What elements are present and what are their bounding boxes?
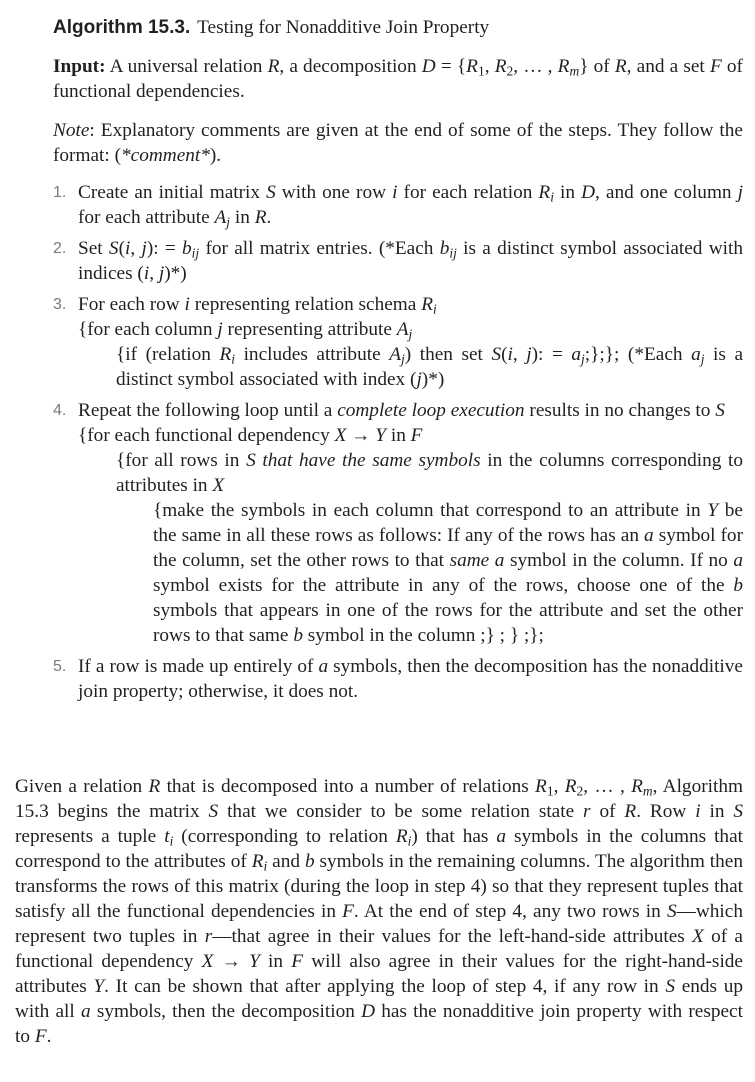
step [53,292,743,392]
step-line: For each row i representing relation schema $R_i$ [78,294,437,317]
step-number: 1. [53,184,67,201]
step-line: {for all rows in S that have the same symbols in the columns corresponding to attributes in X [116,450,743,496]
step-line: {for each functional dependency X → Y in F [78,425,423,446]
input-label: Input: [53,56,106,77]
step-number: 4. [53,402,67,419]
step-line: Create an initial matrix S with one row i for each relation $R_i$ in D, and one column j for each attribute $A_j$ in R. [78,182,744,230]
step-number: 3. [53,296,67,313]
step-number: 2. [53,240,67,257]
step-line: Repeat the following loop until a complete loop execution results in no changes to S [78,400,725,421]
step-line: {make the symbols in each column that correspond to an attribute in Y be the same in all these rows as follows: If any of the rows has an a symbol for the column, set the other rows to that same a symbol in the column. If no a symbol exists for the attribute in any of the rows, choose one of the b symbols that appears in one of the rows for the attribute and set the other rows to that same b symbol in the column ;} ; } ;}; [153,500,744,646]
algorithm-input [53,54,743,104]
step-line: {for each column j representing attribute $A_j$ [78,319,413,342]
step-number: 5. [53,658,67,675]
algorithm-note: Note: Explanatory comments are given at the end of some of the steps. They follow the format: (*comment*). [53,120,743,166]
algorithm-steps [53,180,743,704]
step-line: If a row is made up entirely of a symbols, then the decomposition has the nonadditive join property; otherwise, it does not. [78,656,743,702]
algorithm-label: Algorithm 15.3. [53,17,191,38]
algorithm-heading [53,15,743,40]
step [53,654,743,704]
step-line: Set S(i, j): = $b_{ij}$ for all matrix entries. (*Each $b_{ij}$ is a distinct symbol associated with indices (i, j)*) [78,238,744,284]
step [53,180,743,230]
step [53,398,743,648]
body-paragraph: Given a relation R that is decomposed into a number of relations $R_1$, $R_2$, … , $R_m$, Algorithm 15.3 begins the matrix S that we consider to be some relation state r of R. Row i in S represents a tuple $t_i$ (corresponding to relation $R_i$) that has a symbols in the columns that correspond to the attributes of $R_i$ and b symbols in the remaining columns. The algorithm then transforms the rows of this matrix (during the loop in step 4) so that they represent tuples that satisfy all the functional dependencies in F. At the end of step 4, any two rows in S—which represent two tuples in r—that agree in their values for the left-hand-side attributes X of a functional dependency X → Y in F will also agree in their values for the right-hand-side attributes Y. It can be shown that after applying the loop of step 4, if any row in S ends up with all a symbols, then the decomposition D has the nonadditive join property with respect to F. [15,776,744,1047]
algorithm-box [53,15,743,710]
input-text: A universal relation R, a decomposition $D = \{R_1$, $R_2$, … , $R_m$} of R, and a set F of functional dependencies. [53,56,743,102]
algorithm-title: Testing for Nonadditive Join Property [197,17,490,38]
step [53,236,743,286]
step-line: {if (relation $R_i$ includes attribute $A_j$) then set S(i, j): = $a_j$;};}; (*Each $a_j$ is a distinct symbol associated with index (j)*) [116,344,744,390]
